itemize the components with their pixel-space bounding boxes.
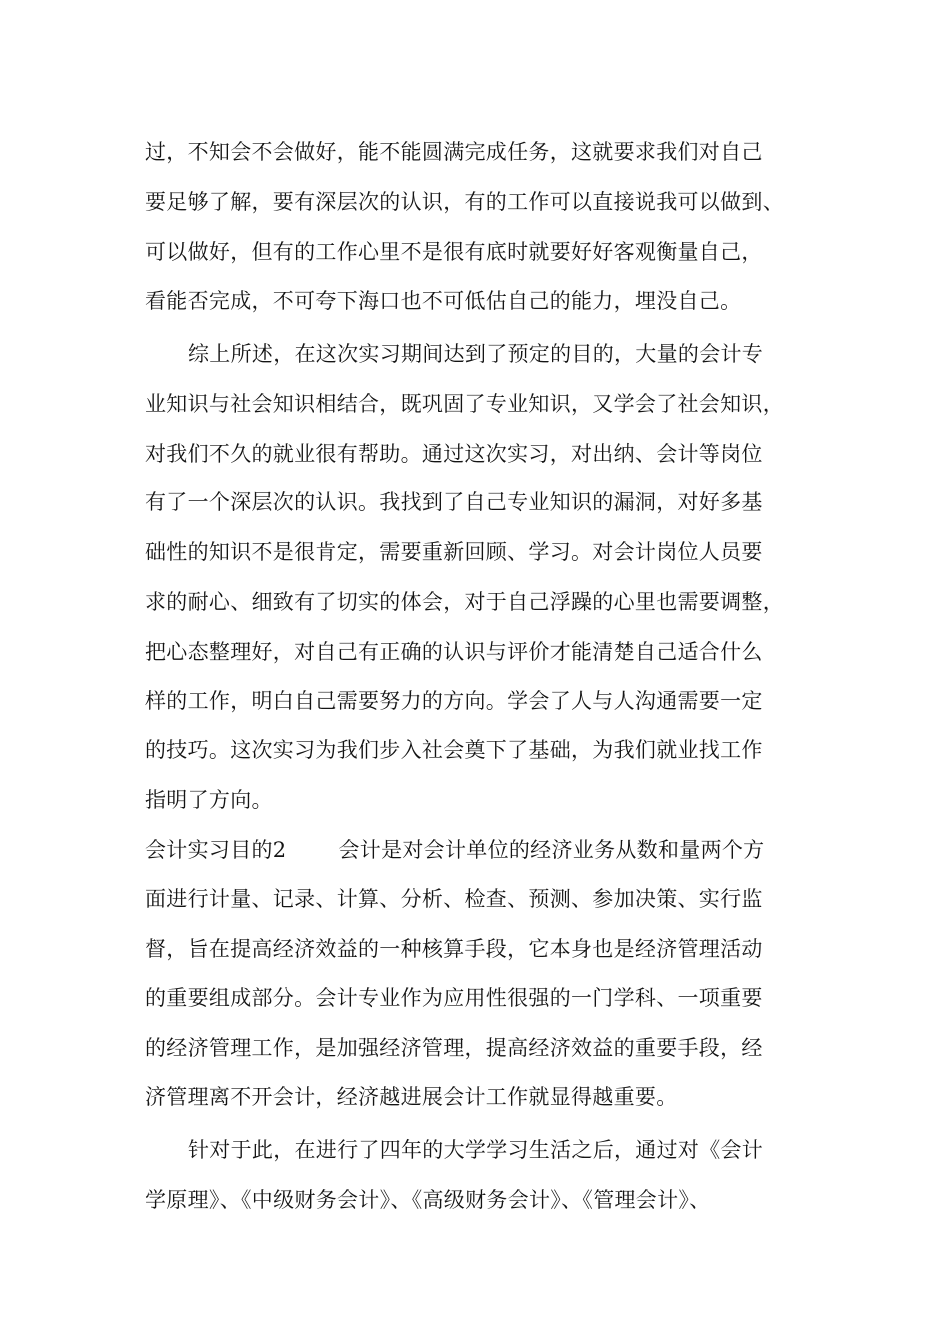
section-heading: 会计实习目的2 [145, 838, 287, 862]
paragraph-line: 的技巧。这次实习为我们步入社会奠下了基础，为我们就业找工作 [145, 738, 763, 762]
paragraph-line: 督，旨在提高经济效益的一种核算手段，它本身也是经济管理活动 [145, 937, 763, 961]
paragraph-line: 学原理》、《中级财务会计》、《高级财务会计》、《管理会计》、 [145, 1188, 711, 1212]
paragraph-line: 看能否完成，不可夸下海口也不可低估自己的能力，埋没自己。 [145, 289, 742, 313]
paragraph-line: 有了一个深层次的认识。我找到了自己专业知识的漏洞，对好多基 [145, 490, 763, 514]
paragraph-line: 针对于此，在进行了四年的大学学习生活之后，通过对《会计 [188, 1138, 764, 1162]
paragraph-line: 业知识与社会知识相结合，既巩固了专业知识，又学会了社会知识， [145, 392, 784, 416]
paragraph-line: 的经济管理工作，是加强经济管理，提高经济效益的重要手段，经 [145, 1036, 763, 1060]
paragraph-line: 求的耐心、细致有了切实的体会，对于自己浮躁的心里也需要调整， [145, 590, 784, 614]
paragraph-line: 础性的知识不是很肯定，需要重新回顾、学习。对会计岗位人员要 [145, 540, 763, 564]
paragraph-line: 把心态整理好，对自己有正确的认识与评价才能清楚自己适合什么 [145, 640, 763, 664]
paragraph-line: 样的工作，明白自己需要努力的方向。学会了人与人沟通需要一定 [145, 689, 763, 713]
paragraph-line: 的重要组成部分。会计专业作为应用性很强的一门学科、一项重要 [145, 986, 763, 1010]
paragraph-line: 过，不知会不会做好，能不能圆满完成任务，这就要求我们对自己 [145, 140, 763, 164]
paragraph-line: 对我们不久的就业很有帮助。通过这次实习，对出纳、会计等岗位 [145, 442, 763, 466]
paragraph-line: 指明了方向。 [145, 788, 273, 812]
paragraph-line: 济管理离不开会计，经济越进展会计工作就显得越重要。 [145, 1085, 678, 1109]
paragraph-line: 综上所述，在这次实习期间达到了预定的目的，大量的会计专 [188, 342, 764, 366]
paragraph-line: 面进行计量、记录、计算、分析、检查、预测、参加决策、实行监 [145, 887, 763, 911]
paragraph-line: 要足够了解，要有深层次的认识，有的工作可以直接说我可以做到、 [145, 190, 784, 214]
paragraph-line: 可以做好，但有的工作心里不是很有底时就要好好客观衡量自己， [145, 240, 763, 264]
section-heading-line [145, 835, 764, 865]
paragraph-line: 会计是对会计单位的经济业务从数和量两个方 [338, 838, 765, 862]
